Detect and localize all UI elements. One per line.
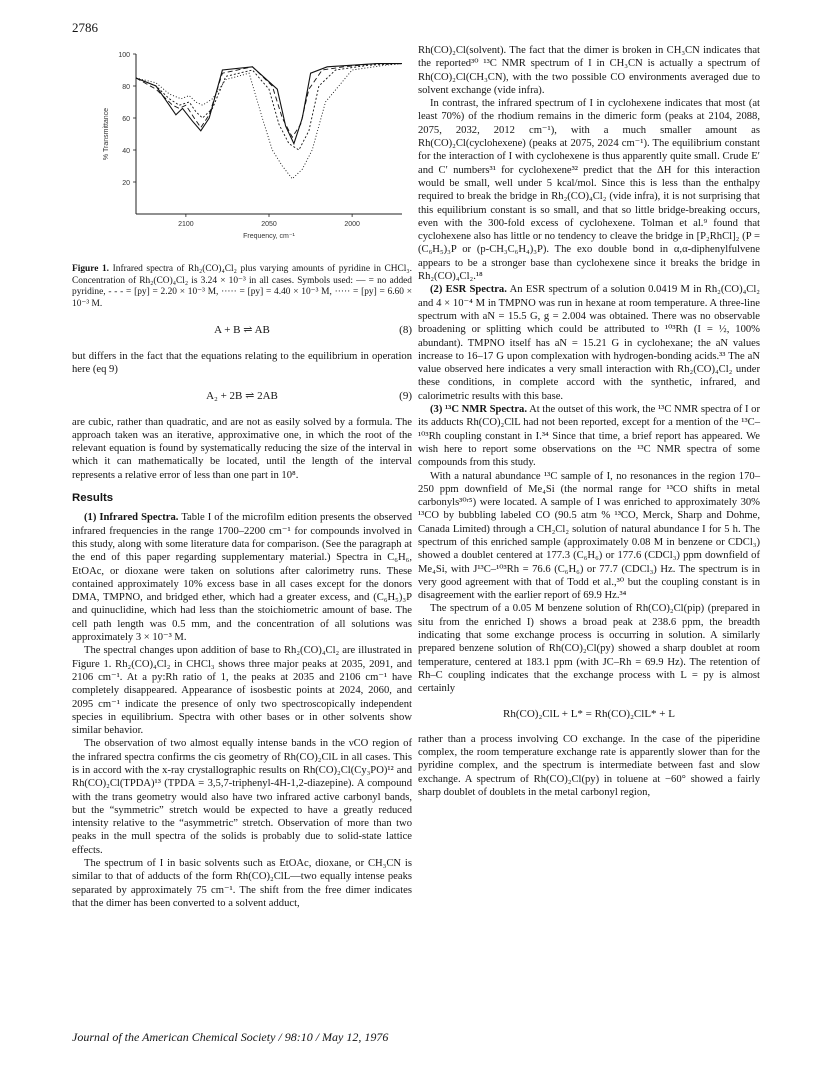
nmr-subheading: (3) ¹³C NMR Spectra. (430, 404, 527, 416)
x-tick-label: 2100 (178, 221, 194, 228)
paragraph: The spectrum of a 0.05 M benzene solution of Rh(CO)₂Cl(pip) (prepared in situ from the enriched I) shows a broad peak at 238.6 ppm, the breadth indicating that some exchange process is occurring in solution. A similarly prepared benzene solution of Rh(CO)₂Cl(py) showed a sharp doublet at room temperature, centered at 183.1 ppm (with JC–Rh = 69.9 Hz). The retention of Rh–C coupling indicates that the exchange process with L = py is almost certainly (418, 603, 760, 695)
paragraph: The spectral changes upon addition of base to Rh₂(CO)₄Cl₂ are illustrated in Figure 1. Rh₂(CO)₄Cl₂ in CHCl₃ shows three major peaks at 2035, 2091, and 2106 cm⁻¹. At a py:Rh ratio of 1, the peaks at 2035 and 2106 cm⁻¹ have completely disappeared. Appearance of isosbestic points at 2024, 2060, and 2095 cm⁻¹ indicate the presence of only two spectroscopically independent species in equilibrium. Spectra with other bases or in other solvents show similar behavior. (72, 645, 412, 737)
paragraph: are cubic, rather than quadratic, and are not as easily solved by a formula. The approach taken was an iterative, approximative one, in which the root of the relevant equation is found by systematically reducing the size of the interval in which it can mathematically be located, until the length of the interval represents a relative error of less than one part in 10⁸. (72, 416, 412, 481)
equation-9 (72, 390, 412, 403)
exchange-equation: Rh(CO)₂ClL + L* = Rh(CO)₂ClL* + L (503, 707, 675, 720)
paragraph: The observation of two almost equally intense bands in the νCO region of the infrared spectra confirms the cis geometry of Rh(CO)₂ClL in all cases. This is in accord with the x-ray crystallographic results on Rh(CO)₂Cl(Cy₃PO)¹² and Rh(CO)₂Cl(TPDA)¹³ (TPDA = 3,5,7-triphenyl-4H-1,2-diazepine). A compound with the trans geometry would also have two infrared active carbonyl bands, but the “symmetric” stretch would be expected to have a greatly reduced intensity relative to the “asymmetric” stretch. Observation of more than two peaks in the mull spectra of the solids is probably due to solid-state lattice effects. (72, 738, 412, 856)
paragraph: but differs in the fact that the equations relating to the equilibrium in operation here (eq 9) (72, 350, 412, 375)
y-tick-label: 20 (122, 180, 130, 187)
x-tick-label: 2000 (344, 221, 360, 228)
ir-spectrum-chart (72, 46, 412, 258)
esr-subheading: (2) ESR Spectra. (430, 284, 507, 296)
figure-caption (72, 264, 412, 310)
spectrum-line-2 (136, 64, 402, 138)
caption-text: Infrared spectra of Rh₂(CO)₄Cl₂ plus varying amounts of pyridine in CHCl₃. Concentration of Rh₂(CO)₄Cl₂ is 3.24 × 10⁻³ in all cases. Symbols used: — = no added pyridine, - - - = [py] = 2.20 × 10⁻³ M, ····· = [py] = 4.40 × 10⁻³ M, ····· = [py] = 6.60 × 10⁻³ M. (72, 264, 412, 309)
equation-9-number: (9) (399, 390, 412, 403)
left-column (72, 46, 412, 910)
figure-1 (72, 46, 412, 258)
right-column (418, 44, 760, 799)
y-tick-label: 100 (118, 52, 130, 59)
y-axis-label: % Transmittance (103, 107, 110, 161)
paragraph-text: An ESR spectrum of a solution 0.0419 M in Rh₂(CO)₄Cl₂ and 4 × 10⁻⁴ M in TMPNO was run in hexane at room temperature. A three-line spectrum with aN = 15.5 G, g = 2.004 was obtained. There was no observable broadening or splitting which could be attributed to ¹⁰³Rh (I = ½, 100% abundant). TMPNO itself has aN = 15.21 G in cyclohexane; the aN values increase to 16–17 G upon complexation with hydrogen-bonding acids.³³ The aN value observed here indicates a very small interaction with Rh₂(CO)₄Cl₂ under these conditions, in complete accord with the synthetic, infrared, and calorimetric results with this base. (418, 284, 760, 402)
journal-footer: Journal of the American Chemical Society / 98:10 / May 12, 1976 (72, 1030, 389, 1044)
results-heading: Results (72, 492, 114, 505)
x-tick-label: 2050 (261, 221, 277, 228)
caption-label: Figure 1. (72, 264, 110, 274)
paragraph (418, 403, 760, 469)
paragraph (72, 511, 412, 644)
paragraph: With a natural abundance ¹³C sample of I, no resonances in the region 170–250 ppm downfield of Me₄Si (the normal range for ¹³CO shifts in metal carbonyls³⁰ʳ⁵) were located. A sample of I was enriched to approximately 30% ¹³CO by bubbling labeled CO (90.5 atm % ¹³CO, Merck, Sharp and Dohme, Canada Limited) through a CH₂Cl₂ solution of natural abundance I for 5 h. The spectrum of this enriched sample (approximately 0.08 M in benzene or CDCl₃) showed a doublet centered at 177.3 (C₆H₆) or 177.6 (CDCl₃) ppm downfield of Me₄Si, with J¹³C–¹⁰³Rh = 76.6 (C₆H₆) or 77.7 (CDCl₃) Hz. The spectrum is in very good agreement with that of Todd et al.,³⁰ but the coupling constant is in disagreement with the earlier report of 69.9 Hz.³⁴ (418, 470, 760, 602)
ir-subheading: (1) Infrared Spectra. (84, 512, 179, 524)
paragraph-text: Table I of the microfilm edition presents the observed infrared frequencies in the range 1700–2200 cm⁻¹ for compounds involved in this study, along with some literature data for comparison. (See the paragraph at the end of this paper regarding supplementary material.) Spectra in C₆H₆, EtOAc, or dioxane were taken on solutions after calorimetry runs. These contained approximately 10% excess base in all cases except for the donors DMA, TMPNO, and bridged ether, which had a greater excess, and (C₆H₅)₃P and quinuclidine, which had less than the stoichiometric amount of base. The cell path length was 0.5 mm, and the concentration of all solutions was approximately 3 × 10⁻³ M. (72, 512, 412, 644)
equation-9-text: A₂ + 2B ⇌ 2AB (206, 390, 278, 403)
paragraph: rather than a process involving CO exchange. In the case of the piperidine complex, the room temperature exchange rate is apparently slower than for the pyridine complex, and the spectrum is intermediate between fast and slow exchange. A spectrum of Rh(CO)₂Cl(py) in toluene at −60° showed a fairly sharp doublet of doublets in the metal carbonyl region, (418, 733, 760, 799)
y-tick-label: 40 (122, 148, 130, 155)
equation-8-text: A + B ⇌ AB (214, 324, 270, 337)
paragraph (418, 283, 760, 403)
spectrum-line-4 (136, 64, 402, 179)
equation-8 (72, 324, 412, 337)
y-tick-label: 80 (122, 84, 130, 91)
paragraph: In contrast, the infrared spectrum of I in cyclohexene indicates that most (at least 70%) of the rhodium remains in the dimeric form (peaks at 2104, 2088, 2075, 2032, 2012 cm⁻¹), with a much smaller amount as Rh(CO)₂Cl(cyclohexene) (peaks at 2075, 2024 cm⁻¹). The equilibrium constant for the interaction of I with cyclohexene is thus apparently quite small. Crude E′ and C′ numbers³¹ for cyclohexene³² predict that the ΔH for this interaction would be small, well under 5 kcal/mol. Since this is less than the enthalpy required to break the bridge in Rh₂(CO)₄Cl₂ (vide infra), it is not surprising that this equilibrium constant is so small, and that so little bridge-breaking occurs, even with the 300-fold excess of cyclohexene. Tolman et al.⁹ found that cyclohexene also has little or no tendency to cleave the bridge in [P₂RhCl]₂ (P = (C₆H₅)₃P or (p-CH₃C₆H₄)₃P). The exo double bond in α,α-diphenylfulvene appears to be a stronger base than cyclohexene since it breaks the bridge in Rh₂(CO)₄Cl₂.¹⁸ (418, 98, 760, 283)
y-tick-label: 60 (122, 116, 130, 123)
paragraph: The spectrum of I in basic solvents such as EtOAc, dioxane, or CH₃CN is similar to that of adducts of the form Rh(CO)₂ClL—two equally intense peaks separated by approximately 75 cm⁻¹. The shift from the free dimer indicates that the dimer has been converted to a solvent adduct, (72, 858, 412, 909)
paragraph-text: At the outset of this work, the ¹³C NMR spectra of I or its adducts Rh(CO)₂ClL had not been reported, except for a mention of the ¹³C–¹⁰³Rh coupling constant in I.³⁴ Since that time, a brief report has appeared. We wish here to report some observations on the ¹³C NMR spectra of some compounds from this study. (418, 404, 760, 469)
x-axis-label: Frequency, cm⁻¹ (243, 233, 295, 240)
page-number: 2786 (72, 20, 98, 35)
paragraph: Rh(CO)₂Cl(solvent). The fact that the dimer is broken in CH₃CN indicates that the reported³⁰ ¹³C NMR spectrum of I in CH₃CN is actually a spectrum of Rh(CO)₂Cl(CH₃CN), with the two possible CO environments averaged due to solvent exchange (vide infra). (418, 45, 760, 96)
equation-8-number: (8) (399, 324, 412, 337)
